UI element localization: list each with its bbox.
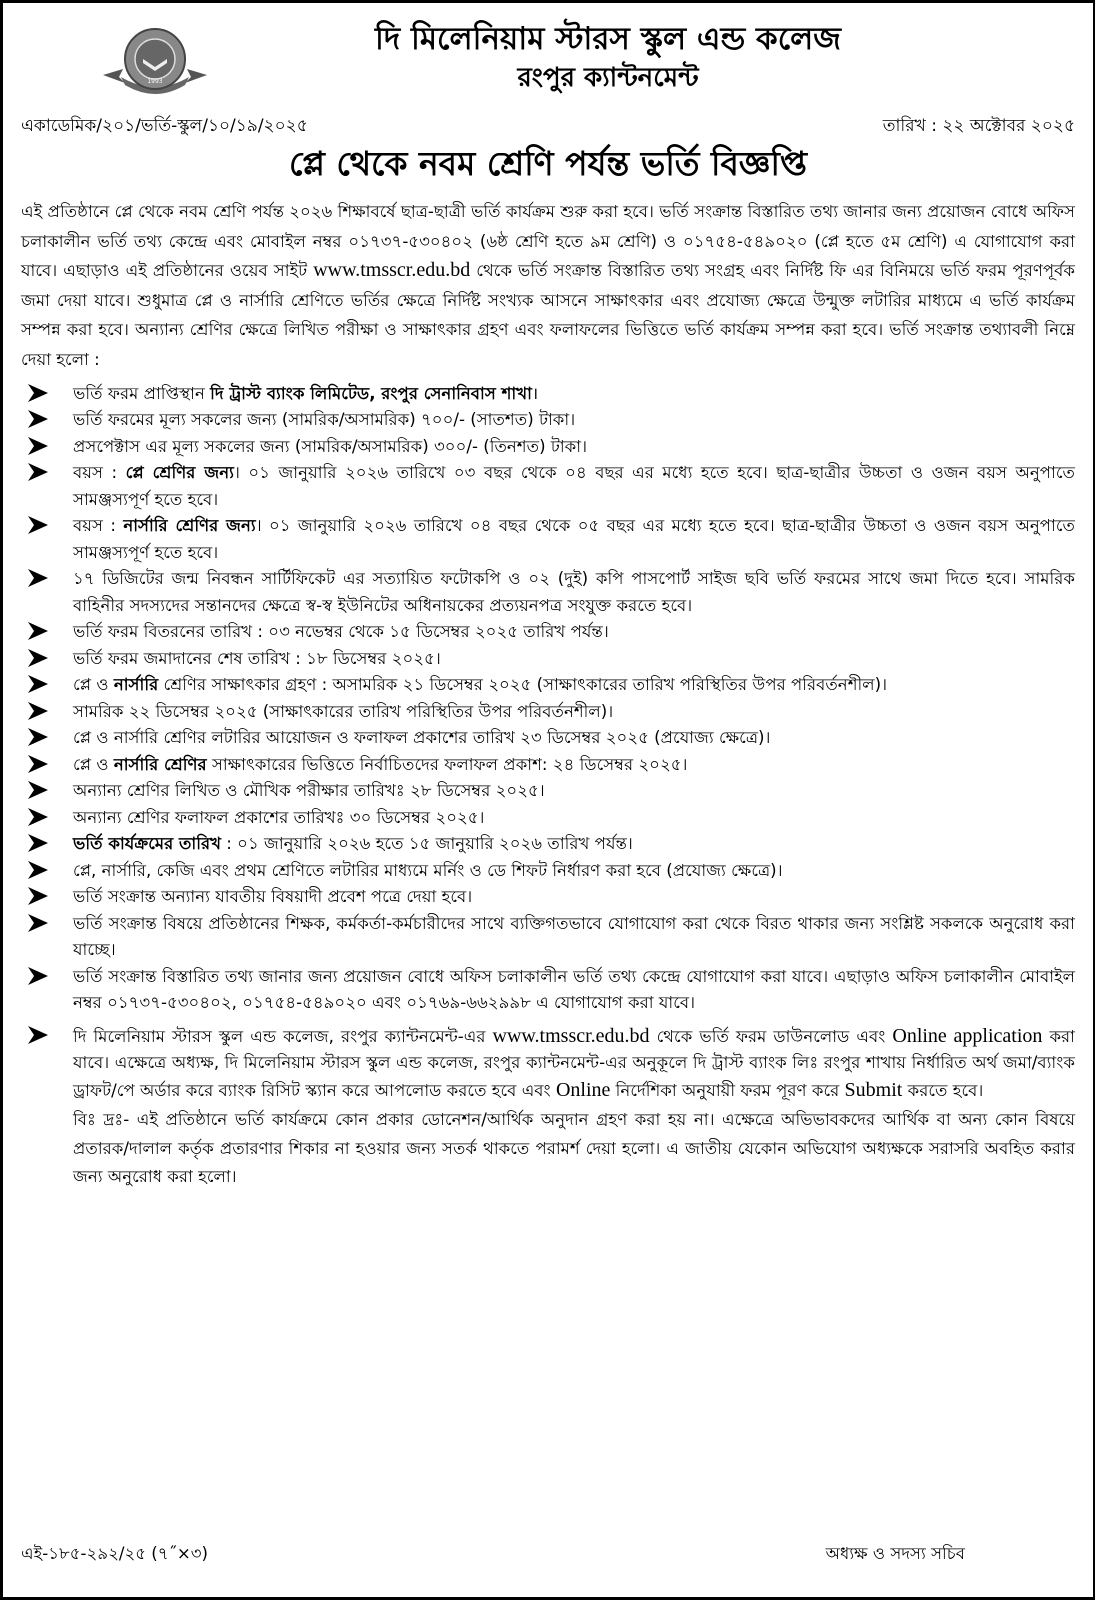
arrowhead-bullet-icon [27,648,49,668]
submit-text: Submit [844,1078,903,1101]
online-text-1: দি মিলেনিয়াম স্টারস স্কুল এন্ড কলেজ, রংপুর ক্যান্টনমেন্ট-এর [73,1026,493,1046]
online-text-4: নির্দেশিকা অনুযায়ী ফরম পূরণ করে [610,1080,845,1100]
ad-code: এই-১৮৫-২৯২/২৫ (৭˝×৩) [21,1544,209,1563]
footer [21,1542,1075,1569]
item-text: অন্যান্য শ্রেণির ফলাফল প্রকাশের তারিখঃ ৩০ ডিসেম্বর ২০২৫। [73,807,485,827]
intro-text-2: থেকে ভর্তি সংক্রান্ত বিস্তারিত তথ্য সংগ্রহ এবং নির্দিষ্ট ফি এর বিনিময়ে ভর্তি ফরম পূরণপূর্বক জমা দেয়া যাবে। শুধুমাত্র প্লে ও নার্সারি শ্রেণিতে ভর্তির ক্ষেত্রে নির্দিষ্ট সংখ্যক আসনে সাক্ষাৎকার এবং প্রযোজ্য ক্ষেত্রে উন্মুক্ত লটারির মাধ্যমে এ ভর্তি কার্যক্রম সম্পন্ন করা হবে। অন্যান্য শ্রেণির ক্ষেত্রে লিখিত পরীক্ষা ও সাক্ষাৎকার গ্রহণ এবং ফলাফলের ভিত্তিতে ভর্তি কার্যক্রম সম্পন্ন করা হবে। ভর্তি সংক্রান্ত তথ্যাবলী নিম্নে দেয়া হলো : [21,261,1075,369]
list-item [21,831,1075,858]
online-text-2: থেকে ভর্তি ফরম ডাউনলোড এবং [649,1026,893,1046]
list-item [21,381,1075,408]
online-text-5: করতে হবে। [902,1080,984,1100]
list-item [21,407,1075,434]
website-link[interactable]: www.tmsscr.edu.bd [492,1024,650,1047]
item-bold: নার্সারি [113,675,159,695]
item-lead: বয়স : [73,516,124,536]
online-text-3: করা যাবে। এক্ষেত্রে অধ্যক্ষ, দি মিলেনিয়াম স্টারস স্কুল এন্ড কলেজ, রংপুর ক্যান্টনমেন্ট-এর অনুকূলে দি ট্রাস্ট ব্যাংক লিঃ রংপুর শাখায় নির্ধারিত অর্থ জমা/ব্যাংক ড্রাফট/পে অর্ডার করে ব্যাংক রিসিট স্ক্যান করে আপলোড করতে হবে এবং [73,1026,1075,1100]
online-list [21,1023,1075,1105]
item-text: সামরিক ২২ ডিসেম্বর ২০২৫ (সাক্ষাৎকারের তারিখ পরিস্থিতির উপর পরিবর্তনশীল)। [73,701,614,721]
item-text: । ০১ জানুয়ারি ২০২৬ তারিখে ০৩ বছর থেকে ০৪ বছর এর মধ্যে হতে হবে। ছাত্র-ছাত্রীর উচ্চতা ও ওজন বয়স অনুপাতে সামঞ্জস্যপূর্ণ হতে হবে। [73,463,1075,509]
item-bold: ভর্তি কার্যক্রমের তারিখ [73,834,222,854]
list-item [21,858,1075,885]
item-text: ভর্তি ফরম বিতরনের তারিখ : ০৩ নভেম্বর থেকে ১৫ ডিসেম্বর ২০২৫ তারিখ পর্যন্ত। [73,622,609,642]
arrowhead-bullet-icon [27,860,49,880]
item-text: ভর্তি সংক্রান্ত বিস্তারিত তথ্য জানার জন্য প্রয়োজন বোধে অফিস চলাকালীন ভর্তি তথ্য কেন্দ্রে যোগাযোগ করা যাবে। এছাড়াও অফিস চলাকালীন মোবাইল নম্বর ০১৭৩৭-৫৩০৪০২, ০১৭৫৪-৫৪৯০২০ এবং ০১৭৬৯-৬৬২৯৯৮ এ যোগাযোগ করা যাবে। [73,966,1075,1013]
list-item [21,434,1075,461]
online-text: Online [555,1078,611,1101]
list-item [21,911,1075,964]
item-text: : ০১ জানুয়ারি ২০২৬ হতে ১৫ জানুয়ারি ২০২৬ তারিখ পর্যন্ত। [221,834,633,854]
arrowhead-bullet-icon [27,780,49,800]
list-item [21,513,1075,566]
item-text: প্লে, নার্সারি, কেজি এবং প্রথম শ্রেণিতে লটারির মাধ্যমে মর্নিং ও ডে শিফট নির্ধারণ করা হবে (প্রযোজ্য ক্ষেত্রে)। [73,860,783,880]
info-list [21,381,1075,1017]
item-text: । [531,383,539,403]
list-item [21,460,1075,513]
arrowhead-bullet-icon [27,383,49,403]
list-item [21,646,1075,673]
website-link[interactable]: www.tmsscr.edu.bd [313,259,471,282]
header [21,3,1075,111]
item-bold: নার্সারি শ্রেণির [113,754,207,774]
arrowhead-bullet-icon [27,515,49,535]
arrowhead-bullet-icon [27,966,49,986]
school-location: রংপুর ক্যান্টনমেন্ট [517,63,699,93]
arrowhead-bullet-icon [27,1025,49,1045]
meta-row [21,115,1075,137]
item-text: ১৭ ডিজিটের জন্ম নিবন্ধন সার্টিফিকেট এর সত্যায়িত ফটোকপি ও ০২ (দুই) কপি পাসপোর্ট সাইজ ছবি ভর্তি ফরমের সাথে জমা দিতে হবে। সামরিক বাহিনীর সদস্যদের সন্তানদের ক্ষেত্রে স্ব-স্ব ইউনিটের অধিনায়কের প্রত্যয়নপত্র সংযুক্ত করতে হবে। [73,569,1075,615]
item-lead: প্লে ও [73,675,114,695]
list-item [21,566,1075,619]
notice-title: প্লে থেকে নবম শ্রেণি পর্যন্ত ভর্তি বিজ্ঞপ্তি [288,144,808,183]
list-item [21,725,1075,752]
arrowhead-bullet-icon [27,674,49,694]
item-text: ভর্তি ফরমের মূল্য সকলের জন্য (সামরিক/অসামরিক) ৭০০/- (সাতশত) টাকা। [73,410,576,430]
list-item [21,805,1075,832]
signature: অধ্যক্ষ ও সদস্য সচিব [825,1544,965,1563]
list-item [21,964,1075,1017]
arrowhead-bullet-icon [27,621,49,641]
intro-text-1: এই প্রতিষ্ঠানে প্লে থেকে নবম শ্রেণি পর্যন্ত ২০২৬ শিক্ষাবর্ষে ছাত্র-ছাত্রী ভর্তি কার্যক্রম শুরু করা হবে। ভর্তি সংক্রান্ত বিস্তারিত তথ্য জানার জন্য প্রয়োজন বোধে অফিস চলাকালীন ভর্তি তথ্য কেন্দ্রে এবং মোবাইল নম্বর ০১৭৩৭-৫৩০৪০২ (৬ষ্ঠ শ্রেণি হতে ৯ম শ্রেণি) ও ০১৭৫৪-৫৪৯০২০ (প্লে হতে ৫ম শ্রেণি) এ যোগাযোগ করা যাবে। এছাড়াও এই প্রতিষ্ঠানের ওয়েব সাইট [21,202,1075,281]
notice-date: তারিখ : ২২ অক্টোবর ২০২৫ [882,116,1075,136]
arrowhead-bullet-icon [27,754,49,774]
arrowhead-bullet-icon [27,913,49,933]
item-text: শ্রেণির সাক্ষাৎকার গ্রহণ : অসামরিক ২১ ডিসেম্বর ২০২৫ (সাক্ষাৎকারের তারিখ পরিস্থিতির উপর পরিবর্তনশীল)। [158,675,888,695]
arrowhead-bullet-icon [27,409,49,429]
item-bold: নার্সারি শ্রেণির জন্য [123,516,256,536]
item-text: অন্যান্য শ্রেণির লিখিত ও মৌখিক পরীক্ষার তারিখঃ ২৮ ডিসেম্বর ২০২৫। [73,781,545,801]
arrowhead-bullet-icon [27,701,49,721]
item-text: প্রসপেক্টাস এর মূল্য সকলের জন্য (সামরিক/অসামরিক) ৩০০/- (তিনশত) টাকা। [73,436,588,456]
item-lead: বয়স : [73,463,126,483]
item-text: । ০১ জানুয়ারি ২০২৬ তারিখে ০৪ বছর থেকে ০৫ বছর এর মধ্যে হতে হবে। ছাত্র-ছাত্রীর উচ্চতা ও ওজন বয়স অনুপাতে সামঞ্জস্যপূর্ণ হতে হবে। [73,516,1075,562]
list-item [21,778,1075,805]
arrowhead-bullet-icon [27,886,49,906]
arrowhead-bullet-icon [27,568,49,588]
memo-number: একাডেমিক/২০১/ভর্তি-স্কুল/১০/১৯/২০২৫ [21,116,308,136]
item-lead: ভর্তি ফরম প্রাপ্তিস্থান [73,383,211,403]
online-application-text: Online application [892,1024,1043,1047]
arrowhead-bullet-icon [27,436,49,456]
item-text: প্লে ও নার্সারি শ্রেণির লটারির আয়োজন ও ফলাফল প্রকাশের তারিখ ২৩ ডিসেম্বর ২০২৫ (প্রযোজ্য ক্ষেত্রে)। [73,728,771,748]
item-bold: দি ট্রাস্ট ব্যাংক লিমিটেড, রংপুর সেনানিবাস শাখা [210,383,532,403]
list-item [21,672,1075,699]
arrowhead-bullet-icon [27,462,49,482]
item-text: ভর্তি ফরম জমাদানের শেষ তারিখ : ১৮ ডিসেম্বর ২০২৫। [73,648,441,668]
intro-paragraph [21,197,1075,375]
arrowhead-bullet-icon [27,727,49,747]
list-item [21,619,1075,646]
item-text: ভর্তি সংক্রান্ত অন্যান্য যাবতীয় বিষয়াদী প্রবেশ পত্রে দেয়া হবে। [73,887,473,907]
note-paragraph: বিঃ দ্রঃ- এই প্রতিষ্ঠানে ভর্তি কার্যক্রমে কোন প্রকার ডোনেশন/আর্থিক অনুদান গ্রহণ করা হয় না। এক্ষেত্রে অভিভাবকদের আর্থিক বা অন্য কোন বিষয়ে প্রতারক/দালাল কর্তৃক প্রতারণার শিকার না হওয়ার জন্য সতর্ক থাকতে পরামর্শ দেয়া হলো। এ জাতীয় যেকোন অভিযোগ অধ্যক্ষকে সরাসরি অবহিত করার জন্য অনুরোধ করা হলো। [73,1110,1075,1187]
list-item [21,752,1075,779]
logo-year: 1993 [147,78,163,85]
arrowhead-bullet-icon [27,807,49,827]
item-bold: প্লে শ্রেণির জন্য [125,463,234,483]
item-text: ভর্তি সংক্রান্ত বিষয়ে প্রতিষ্ঠানের শিক্ষক, কর্মকর্তা-কর্মচারীদের সাথে ব্যক্তিগতভাবে যোগাযোগ করা থেকে বিরত থাকার জন্য সংশ্লিষ্ট সকলকে অনুরোধ করা যাচ্ছে। [73,913,1075,960]
item-lead: প্লে ও [73,754,114,774]
school-name: দি মিলেনিয়াম স্টারস স্কুল এন্ড কলেজ [375,21,841,57]
item-text: সাক্ষাৎকারের ভিত্তিতে নির্বাচিতদের ফলাফল প্রকাশ: ২৪ ডিসেম্বর ২০২৫। [206,754,688,774]
list-item [21,699,1075,726]
list-item-online-application [21,1023,1075,1105]
list-item [21,884,1075,911]
title-block [21,17,1075,95]
arrowhead-bullet-icon [27,833,49,853]
